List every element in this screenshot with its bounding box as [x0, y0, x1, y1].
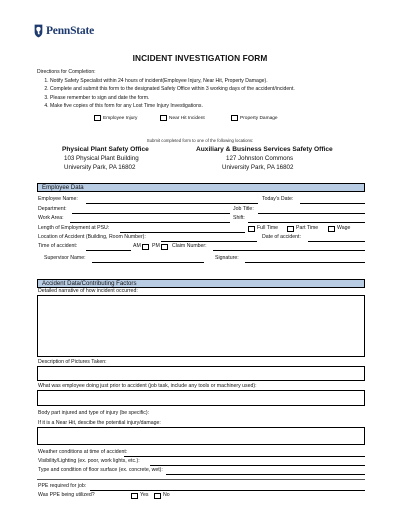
time-of-accident-label: Time of accident:	[38, 243, 78, 249]
office-physical-plant	[62, 145, 149, 172]
checkbox[interactable]	[231, 115, 238, 121]
office-address: 127 Johnston Commons	[226, 155, 294, 162]
option-label: Part Time	[296, 225, 319, 231]
office-city: University Park, PA 16802	[64, 164, 136, 171]
prior-activity-label: What was employee doing just prior to accident (job task, include any tools or machinery used):	[38, 383, 257, 389]
part-time-option[interactable]	[287, 225, 318, 232]
directions-list	[37, 77, 295, 111]
floor-field[interactable]	[166, 474, 365, 475]
am-option[interactable]	[133, 243, 151, 250]
ppe-required-label: PPE required for job:	[38, 483, 87, 489]
date-of-accident-label: Date of accident:	[262, 234, 301, 240]
checkbox[interactable]	[248, 226, 255, 232]
section-divider	[37, 479, 365, 480]
signature-label: Signature:	[215, 255, 239, 261]
checkbox[interactable]	[131, 493, 138, 499]
location-field[interactable]	[161, 241, 257, 242]
direction-item: 2. Complete and submit this form to the designated Safety Office within 3 working days of the accident/incident.	[50, 85, 295, 94]
shift-label: Shift:	[233, 215, 245, 221]
work-area-label: Work Area:	[38, 215, 64, 221]
checkbox[interactable]	[287, 226, 294, 232]
direction-item: 1. Notify Safety Specialist within 24 hours of incident(Employee Injury, Near Hit, Property Damage).	[50, 77, 295, 86]
incident-type-row	[0, 115, 400, 125]
weather-label: Weather conditions at time of accident:	[38, 449, 128, 455]
checkbox[interactable]	[94, 115, 101, 121]
department-label: Department:	[38, 206, 67, 212]
office-name: Physical Plant Safety Office	[62, 146, 149, 153]
option-label: Yes	[140, 492, 149, 498]
employee-name-label: Employee Name:	[38, 196, 78, 202]
directions-heading: Directions for Completion:	[37, 69, 96, 75]
pennstate-logo	[34, 16, 94, 46]
claim-number-field[interactable]	[213, 250, 365, 251]
wage-option[interactable]	[328, 225, 350, 232]
job-title-label: Job Title:	[233, 206, 254, 212]
checkbox[interactable]	[328, 226, 335, 232]
narrative-label: Detailed narrative of how incident occurred:	[38, 288, 138, 294]
checkbox[interactable]	[154, 493, 161, 499]
near-hit-label: If it is a Near Hit, descibe the potential injury/damage:	[38, 420, 161, 426]
job-title-field[interactable]	[258, 213, 365, 214]
checkbox[interactable]	[161, 244, 168, 250]
checkbox[interactable]	[160, 115, 167, 121]
length-employment-label: Length of Employment at PSU:	[38, 225, 110, 231]
shift-field[interactable]	[248, 222, 365, 223]
near-hit-box[interactable]	[37, 427, 365, 445]
option-label: Employee Injury	[103, 115, 138, 121]
option-label: AM	[133, 243, 141, 249]
body-part-label: Body part injured and type of injury (be specific):	[38, 410, 150, 416]
signature-field[interactable]	[245, 262, 365, 263]
office-auxiliary	[196, 145, 333, 172]
option-label: Property Damage	[240, 115, 278, 121]
supervisor-name-label: Supervisor Name:	[44, 255, 86, 261]
nittany-lion-shield-icon	[34, 20, 43, 42]
visibility-label: Visibility/Lighting (ex. poor, work lights, etc.):	[38, 458, 140, 464]
employee-data-heading: Employee Data	[37, 183, 365, 192]
employee-injury-option[interactable]	[94, 115, 137, 121]
pictures-label: Description of Pictures Taken:	[38, 359, 107, 365]
supervisor-name-field[interactable]	[92, 262, 204, 263]
work-area-field[interactable]	[70, 222, 230, 223]
floor-label: Type and condition of floor surface (ex. concrete, wet):	[38, 467, 163, 473]
office-address: 103 Physical Plant Building	[64, 155, 139, 162]
visibility-field[interactable]	[150, 465, 365, 466]
office-name: Auxiliary & Business Services Safety Office	[196, 146, 333, 153]
narrative-box[interactable]	[37, 295, 365, 357]
ppe-required-field[interactable]	[90, 490, 365, 491]
direction-item: 4. Make five copies of this form for any Lost Time Injury Investigations.	[50, 102, 295, 111]
ppe-yes-option[interactable]	[131, 492, 148, 499]
time-of-accident-field[interactable]	[86, 250, 131, 251]
accident-data-heading: Accident Data/Contributing Factors	[37, 279, 365, 288]
length-employment-field[interactable]	[120, 232, 245, 233]
employee-name-field[interactable]	[86, 203, 258, 204]
ppe-no-option[interactable]	[154, 492, 170, 499]
near-hit-option[interactable]	[160, 115, 205, 121]
location-label: Location of Accident (Building, Room Number):	[38, 234, 146, 240]
logo-text: PennState	[45, 25, 94, 37]
ppe-utilized-label: Was PPE being utilized?	[38, 492, 95, 498]
submission-note: Submit completed form to one of the following locations:	[146, 138, 254, 143]
option-label: Wage	[337, 225, 351, 231]
option-label: No	[163, 492, 170, 498]
property-damage-option[interactable]	[231, 115, 278, 121]
option-label: Full Time	[257, 225, 279, 231]
full-time-option[interactable]	[248, 225, 278, 232]
weather-field[interactable]	[124, 456, 365, 457]
date-of-accident-field[interactable]	[308, 241, 365, 242]
pm-option[interactable]	[152, 243, 170, 250]
pictures-box[interactable]	[37, 366, 365, 381]
todays-date-label: Today's Date:	[262, 196, 294, 202]
department-field[interactable]	[72, 213, 230, 214]
todays-date-field[interactable]	[300, 203, 365, 204]
office-city: University Park, PA 16802	[222, 164, 294, 171]
form-title: INCIDENT INVESTIGATION FORM	[132, 53, 268, 63]
claim-number-label: Claim Number:	[172, 243, 207, 249]
directions	[37, 68, 295, 111]
option-label: Near Hit Incident	[169, 115, 205, 121]
direction-item: 3. Please remember to sign and date the form.	[50, 94, 295, 103]
option-label: PM	[152, 243, 160, 249]
prior-activity-box[interactable]	[37, 390, 365, 406]
checkbox[interactable]	[142, 244, 149, 250]
